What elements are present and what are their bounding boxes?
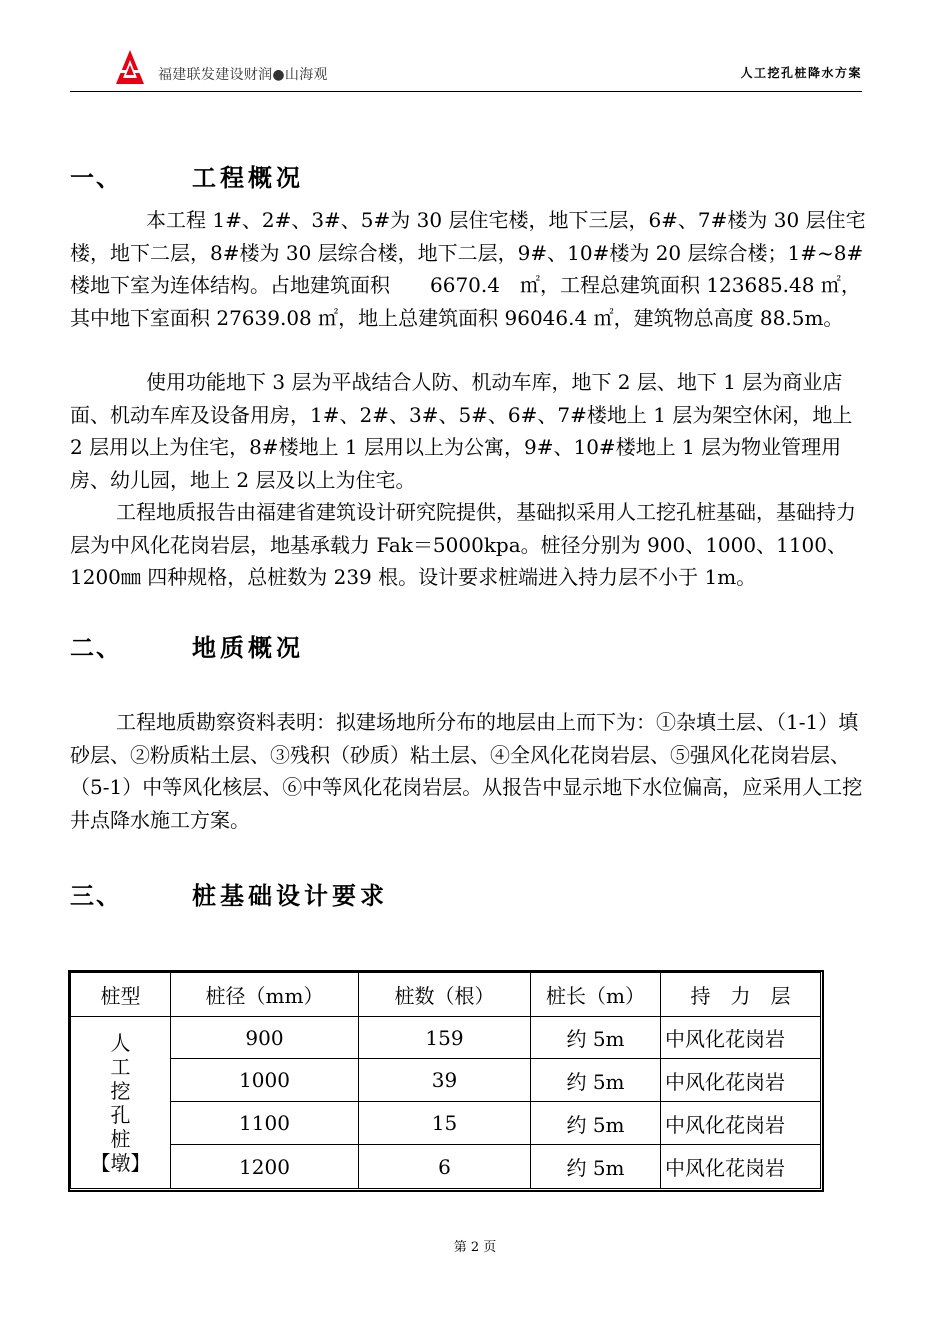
document-title: 人工挖孔桩降水方案 (740, 66, 862, 80)
paragraph: 本工程 1#、2#、3#、5#为 30 层住宅楼，地下三层，6#、7#楼为 30 层住宅楼，地下二层，8#楼为 30 层综合楼，地下二层，9#、10#楼为 20 层综合楼；1#~8#楼地下室为连体结构。占地建筑面积 6670.4 ㎡，工程总建筑面积 123685.48 ㎡，其中地下室面积 27639.08 ㎡，地上总建筑面积 96046.4 ㎡，建筑物总高度 88.5m。 (70, 208, 866, 330)
header-divider (70, 91, 862, 92)
table-cell: 15 (359, 1102, 531, 1145)
table-cell: 900 (171, 1017, 359, 1059)
section-heading-1 (70, 158, 304, 193)
pile-spec-table (68, 970, 824, 1192)
table-row (71, 1145, 821, 1189)
company-name: 福建联发建设财润●山海观 (158, 67, 328, 83)
section-title: 地质概况 (192, 634, 304, 662)
table-cell: 中风化花岗岩 (661, 1059, 821, 1102)
column-header: 桩数（根） (359, 973, 531, 1017)
page-header (70, 40, 862, 92)
section-number: 三、 (70, 882, 122, 910)
paragraph: 工程地质报告由福建省建筑设计研究院提供，基础拟采用人工挖孔桩基础，基础持力层为中风化花岗岩层，地基承载力 Fak＝5000kpa。桩径分别为 900、1000、1100、1200㎜ 四种规格，总桩数为 239 根。设计要求桩端进入持力层不小于 1m。 (70, 500, 856, 589)
table-cell: 39 (359, 1059, 531, 1102)
table-cell: 中风化花岗岩 (661, 1145, 821, 1189)
section-title: 工程概况 (192, 164, 304, 192)
table-header-row (71, 973, 821, 1017)
table-row (71, 1059, 821, 1102)
table-cell: 约 5m (531, 1102, 661, 1145)
paragraph: 使用功能地下 3 层为平战结合人防、机动车库，地下 2 层、地下 1 层为商业店面、机动车库及设备用房，1#、2#、3#、5#、6#、7#楼地上 1 层为架空休闲，地上 2 层用以上为住宅，8#楼地上 1 层用以上为公寓，9#、10#楼地上 1 层为物业管理用房、幼儿园，地上 2 层及以上为住宅。 (70, 370, 853, 492)
page-number: 第 2 页 (453, 1240, 497, 1255)
paragraph: 工程地质勘察资料表明：拟建场地所分布的地层由上而下为：①杂填土层、（1-1）填砂层、②粉质粘土层、③残积（砂质）粘土层、④全风化花岗岩层、⑤强风化花岗岩层、（5-1）中等风化核层、⑥中等风化花岗岩层。从报告中显示地下水位偏高，应采用人工挖井点降水施工方案。 (70, 710, 863, 832)
table-row (71, 1017, 821, 1059)
table-cell: 约 5m (531, 1059, 661, 1102)
table-cell: 159 (359, 1017, 531, 1059)
table-cell: 1200 (171, 1145, 359, 1189)
table-cell: 1100 (171, 1102, 359, 1145)
section-number: 一、 (70, 164, 122, 192)
pile-type-label: 人 工 挖 孔 桩 【墩】 (71, 1017, 171, 1189)
column-header: 桩型 (71, 973, 171, 1017)
table-cell: 约 5m (531, 1145, 661, 1189)
column-header: 桩径（mm） (171, 973, 359, 1017)
section-title: 桩基础设计要求 (192, 882, 388, 910)
table-row (71, 1102, 821, 1145)
section-heading-3 (70, 876, 388, 911)
section-heading-2 (70, 628, 304, 663)
column-header: 持 力 层 (661, 973, 821, 1017)
table-cell: 6 (359, 1145, 531, 1189)
column-header: 桩长（m） (531, 973, 661, 1017)
company-logo-icon (114, 48, 146, 88)
table-cell: 中风化花岗岩 (661, 1017, 821, 1059)
table-cell: 约 5m (531, 1017, 661, 1059)
section-number: 二、 (70, 634, 122, 662)
table-cell: 1000 (171, 1059, 359, 1102)
table-cell: 中风化花岗岩 (661, 1102, 821, 1145)
